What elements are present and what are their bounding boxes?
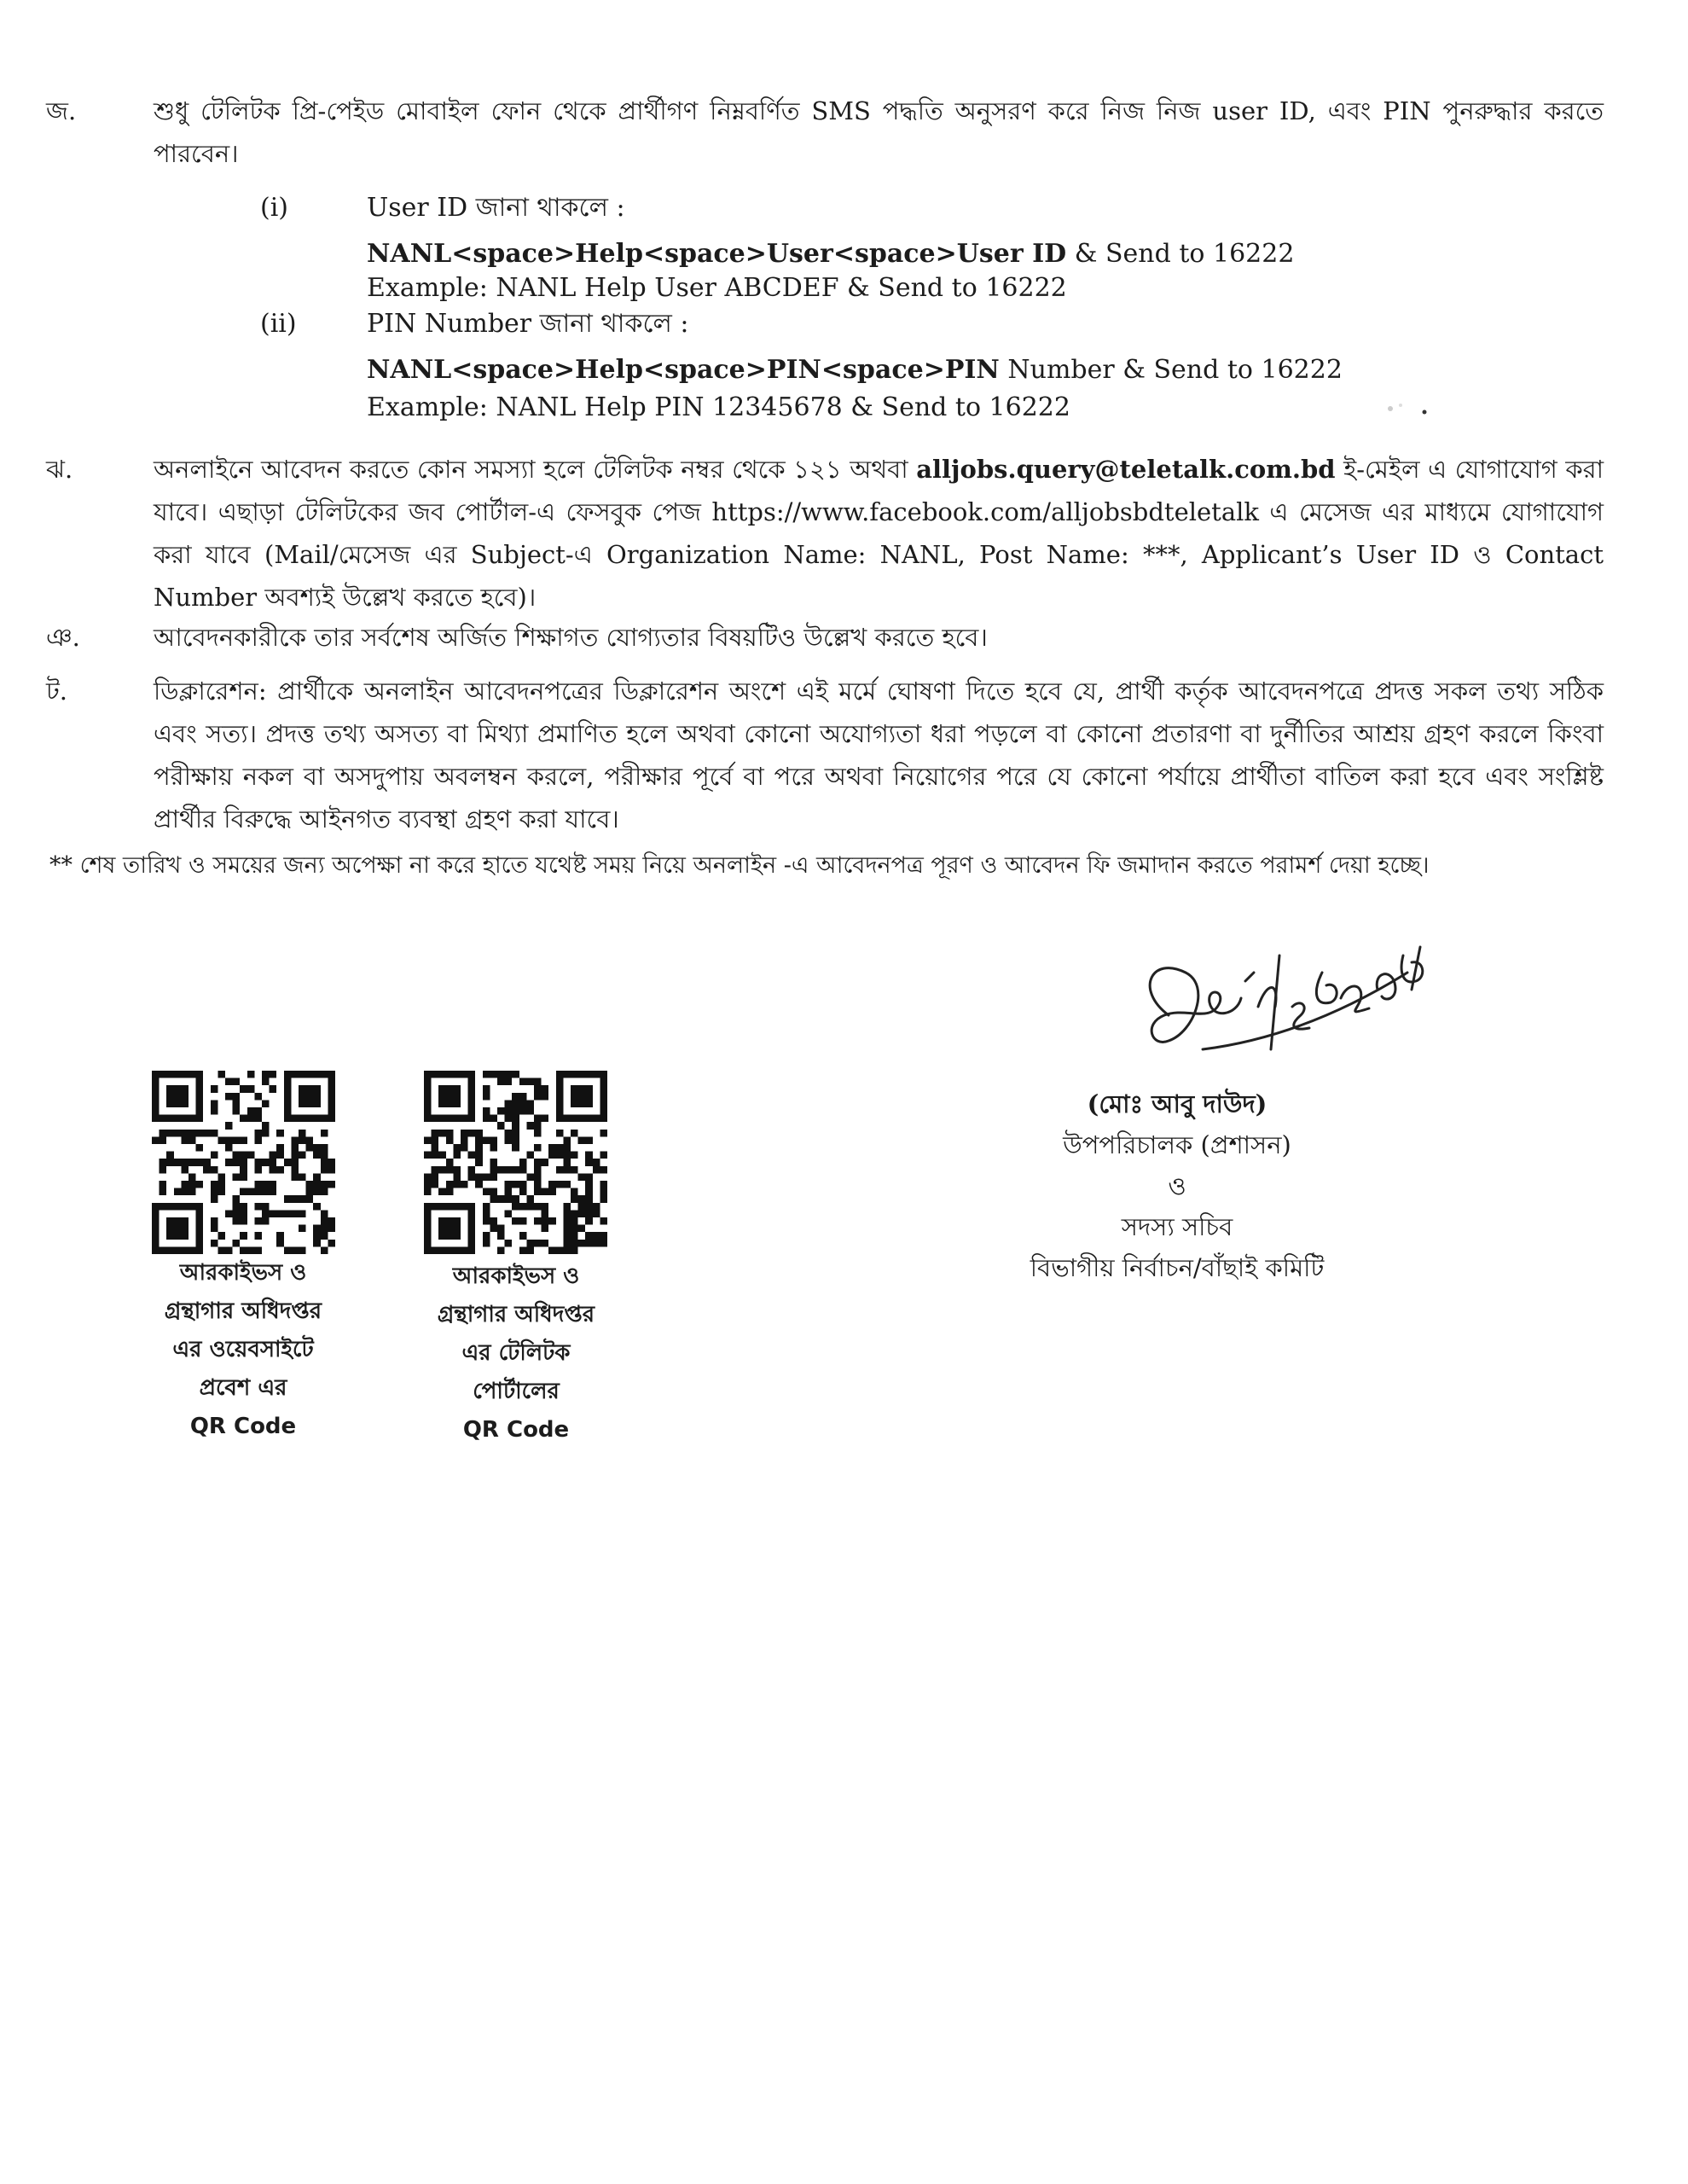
clause-marker: জ. (46, 96, 77, 125)
qr-caption-line: প্রবেশ এর (199, 1375, 287, 1401)
clause-text: ডিক্লারেশন: প্রার্থীকে অনলাইন আবেদনপত্রের ডিক্লারেশন অংশে এই মর্মে ঘোষণা দিতে হবে যে, প্রার্থী কর্তৃক আবেদনপত্রে প্রদত্ত সকল তথ্য সঠিক এবং সত্য। প্রদত্ত তথ্য অসত্য বা মিথ্যা প্রমাণিত হলে অথবা কোনো অযোগ্যতা ধরা পড়লে বা কোনো প্রতারণা বা দুর্নীতির আশ্রয় গ্রহণ করলে কিংবা পরীক্ষায় নকল বা অসদুপায় অবলম্বন করলে, পরীক্ষার পূর্বে বা পরে অথবা নিয়োগের পরে যে কোনো পর্যায়ে প্রার্থীতা বাতিল করা হবে এবং সংশ্লিষ্ট প্রার্থীর বিরুদ্ধে আইনগত ব্যবস্থা গ্রহণ করা যাবে। (154, 677, 1604, 834)
scan-speck (1382, 397, 1433, 422)
clause-text: শুধু টেলিটক প্রি-পেইড মোবাইল ফোন থেকে প্রার্থীগণ নিম্নবর্ণিত SMS পদ্ধতি অনুসরণ করে নিজ নিজ user ID, এবং PIN পুনরুদ্ধার করতে পারবেন। (154, 96, 1604, 168)
sms-command (367, 235, 1294, 273)
qr-caption-line: এর টেলিটক (461, 1340, 571, 1366)
sms-command-keyword: NANL<space>Help<space>PIN<space>PIN (367, 355, 1000, 385)
qr-caption-line: গ্রন্থাগার অধিদপ্তর (164, 1298, 322, 1324)
option-number: (i) (260, 193, 289, 223)
qr-caption-line: QR Code (189, 1414, 297, 1439)
qr-caption-line: আরকাইভস ও (452, 1263, 580, 1289)
email-address: alljobs.query@teletalk.com.bd (916, 455, 1336, 484)
signatory-role: সদস্য সচিব (1121, 1212, 1233, 1241)
advisory-note: ** শেষ তারিখ ও সময়ের জন্য অপেক্ষা না করে হাতে যথেষ্ট সময় নিয়ে অনলাইন -এ আবেদনপত্র পূরণ ও আবেদন ফি জমাদান করতে পরামর্শ দেয়া হচ্ছে। (49, 852, 1430, 879)
sms-command-rest: Number & Send to 16222 (999, 355, 1343, 385)
clause-text: আবেদনকারীকে তার সর্বশেষ অর্জিত শিক্ষাগত যোগ্যতার বিষয়টিও উল্লেখ করতে হবে। (154, 623, 988, 652)
sms-command-keyword: NANL<space>Help<space>User<space>User ID (367, 239, 1067, 269)
signatory-conjunction: ও (1168, 1171, 1186, 1200)
qr-caption-line: QR Code (462, 1417, 570, 1443)
clause-text-start: অনলাইনে আবেদন করতে কোন সমস্যা হলে টেলিটক নম্বর থেকে ১২১ অথবা (154, 455, 908, 484)
option-heading: PIN Number জানা থাকলে : (367, 309, 689, 339)
qr-caption-line: আরকাইভস ও (179, 1260, 307, 1286)
qr-caption-line: গ্রন্থাগার অধিদপ্তর (437, 1302, 595, 1327)
option-heading: User ID জানা থাকলে : (367, 193, 625, 223)
clause-marker: ঝ. (46, 455, 73, 484)
signatory-block (1006, 1083, 1348, 1288)
clause-marker: ট. (46, 677, 68, 706)
option-number: (ii) (260, 309, 297, 339)
sms-command-rest: & Send to 16222 (1066, 239, 1295, 269)
signatory-committee: বিভাগীয় নির্বাচন/বাঁছাই কমিটি (1030, 1253, 1325, 1282)
sms-command (367, 351, 1343, 389)
qr-caption-website (124, 1254, 363, 1446)
handwritten-signature (1117, 921, 1459, 1083)
sms-example: Example: NANL Help PIN 12345678 & Send to 16222 (367, 392, 1070, 422)
qr-code-teletalk-portal[interactable] (424, 1071, 607, 1254)
qr-caption-line: পোর্টালের (473, 1379, 560, 1404)
signatory-title: উপপরিচালক (প্রশাসন) (1063, 1130, 1291, 1159)
qr-caption-line: এর ওয়েবসাইটে (172, 1337, 314, 1362)
clause-text-end: ই-মেইল এ যোগাযোগ করা যাবে। এছাড়া টেলিটকের জব পোর্টাল-এ ফেসবুক পেজ https://www.facebook.com/alljobsbdteletalk এ মেসেজ এর মাধ্যমে যোগাযোগ করা যাবে (Mail/মেসেজ এর Subject-এ Organization Name: NANL, Post Name: ***, Applicant’s User ID ও Contact Number অবশ্যই উল্লেখ করতে হবে)। (154, 455, 1604, 612)
sms-example: Example: NANL Help User ABCDEF & Send to 16222 (367, 273, 1067, 303)
qr-code-website[interactable] (152, 1071, 335, 1254)
signatory-name: (মোঃ আবু দাউদ) (1087, 1089, 1267, 1118)
clause-marker: ঞ. (46, 623, 80, 652)
clause-text (154, 448, 1604, 619)
qr-caption-teletalk-portal (397, 1258, 635, 1449)
